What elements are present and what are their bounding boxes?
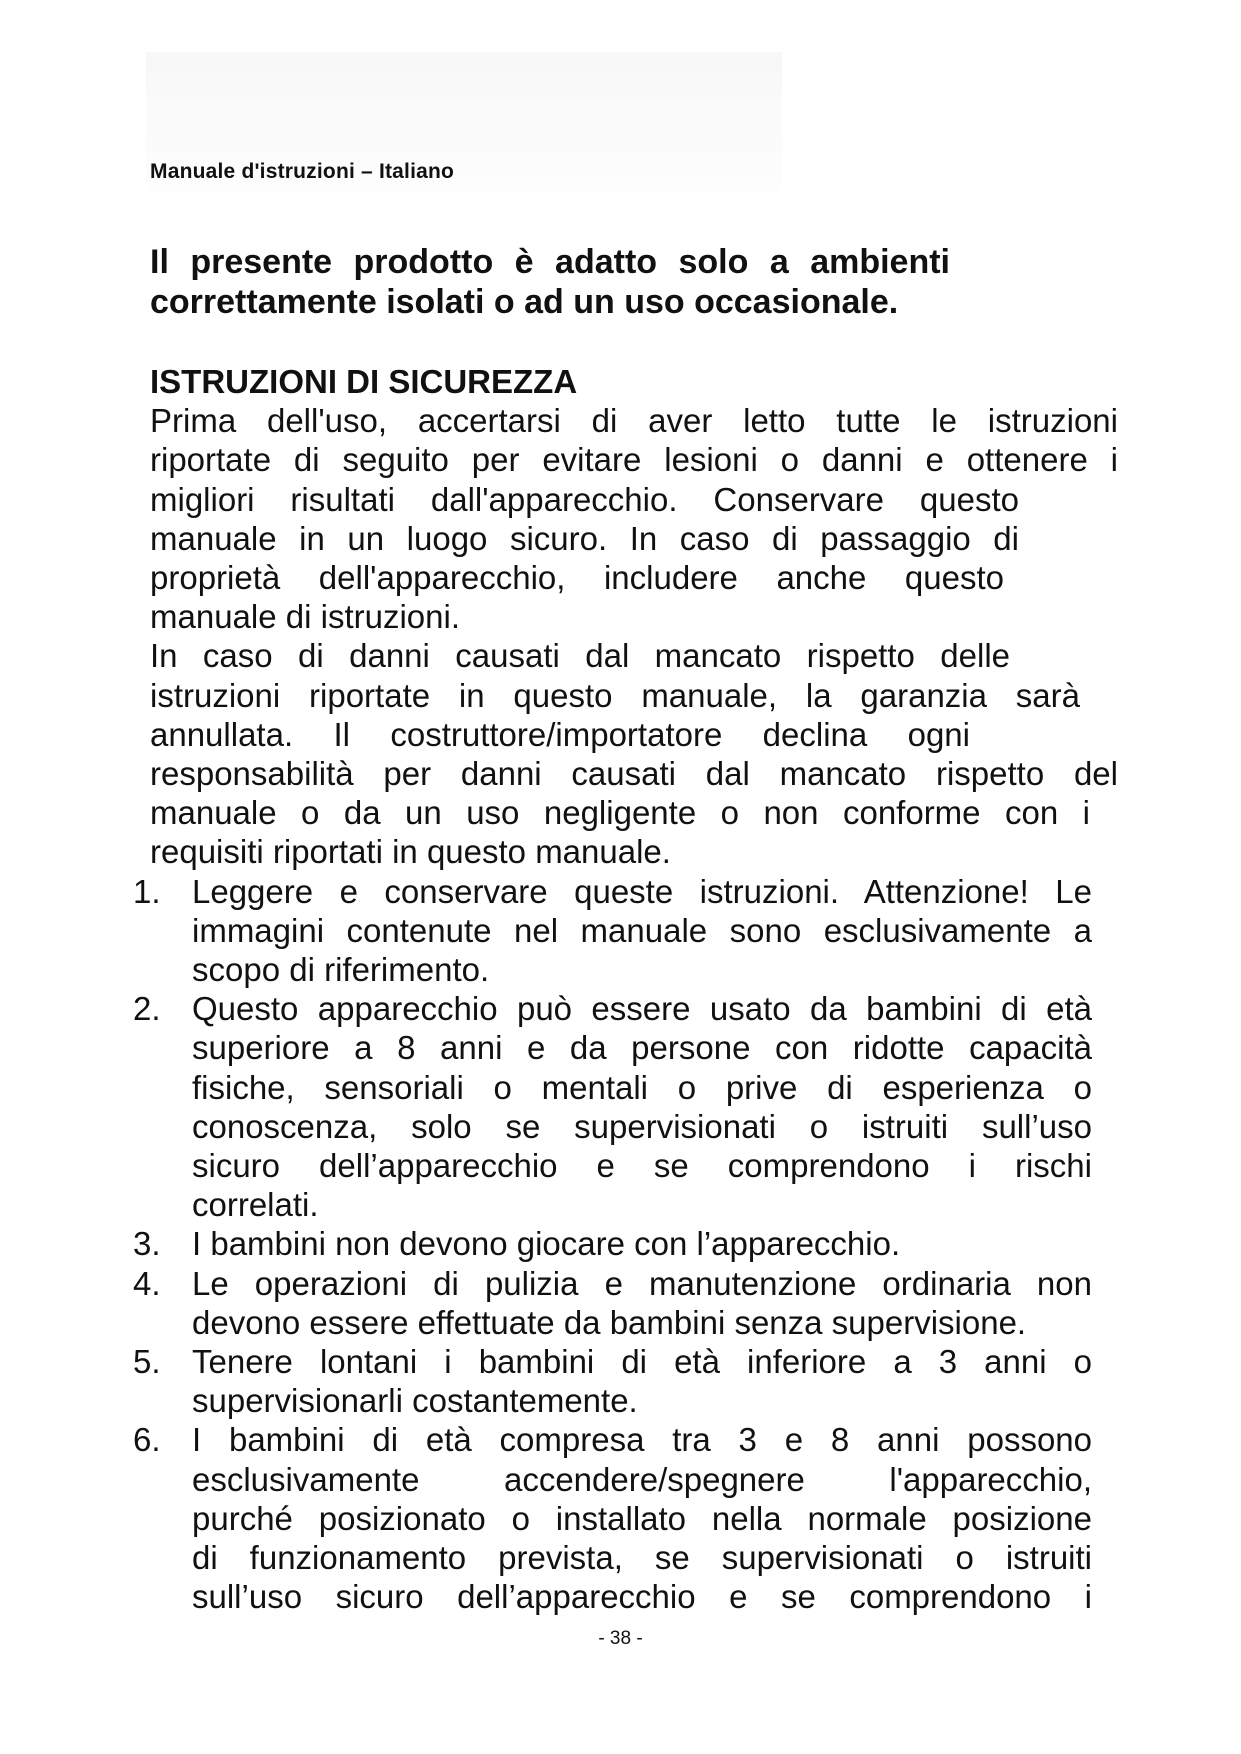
text-line: sicuro dell’apparecchio e se comprendono i rischi [192,1147,1092,1185]
intro-line: correttamente isolati o ad un uso occasionale. [150,283,899,321]
text-line: conoscenza, solo se supervisionati o istruiti sull’uso [192,1107,1092,1145]
text-line: annullata. Il costruttore/importatore declina ogni [150,715,970,753]
list-item [133,1342,1118,1420]
list-number: 6. [133,1421,161,1459]
text-line: fisiche, sensoriali o mentali o prive di esperienza o [192,1068,1092,1106]
text-line: sull’uso sicuro dell’apparecchio e se comprendono i [192,1578,1092,1616]
text-line: I bambini non devono giocare con l’apparecchio. [192,1225,901,1263]
text-line: Questo apparecchio può essere usato da bambini di età [192,990,1092,1028]
intro-line: Il presente prodotto è adatto solo a ambienti [150,243,950,281]
section-title: ISTRUZIONI DI SICUREZZA [150,363,578,400]
text-line: I bambini di età compresa tra 3 e 8 anni possono [192,1421,1092,1459]
page-number: - 38 - [598,1628,643,1649]
text-line: di funzionamento prevista, se supervisionati o istruiti [192,1539,1092,1577]
list-item [133,1264,1118,1342]
text-line: immagini contenute nel manuale sono esclusivamente a [192,911,1092,949]
text-line: istruzioni riportate in questo manuale, la garanzia sarà [150,676,1080,714]
text-line: Prima dell'uso, accertarsi di aver letto tutte le istruzioni [150,402,1118,440]
paragraph-1 [150,401,1118,636]
text-line: purché posizionato o installato nella normale posizione [192,1499,1092,1537]
text-line: esclusivamente accendere/spegnere l'apparecchio, [192,1460,1092,1498]
safety-list [133,872,1118,1617]
text-line: Leggere e conservare queste istruzioni. Attenzione! Le [192,872,1092,910]
list-number: 5. [133,1343,161,1381]
text-line: responsabilità per danni causati dal mancato rispetto del [150,755,1118,793]
list-number: 4. [133,1264,161,1302]
text-line: supervisionarli costantemente. [192,1382,638,1420]
list-item [133,989,1118,1224]
text-line: migliori risultati dall'apparecchio. Conservare questo [150,480,1019,518]
list-item [133,1420,1118,1616]
list-number: 3. [133,1225,161,1263]
intro-warning [150,242,950,322]
list-item [133,1224,1118,1263]
text-line: devono essere effettuate da bambini senza supervisione. [192,1303,1027,1341]
text-line: riportate di seguito per evitare lesioni o danni e ottenere i [150,441,1118,479]
text-line: scopo di riferimento. [192,951,490,989]
text-line: Le operazioni di pulizia e manutenzione ordinaria non [192,1264,1092,1302]
text-line: manuale di istruzioni. [150,598,460,636]
paragraph-2 [150,636,1118,871]
scan-shading [146,52,782,212]
text-line: manuale in un luogo sicuro. In caso di passaggio di [150,519,1019,557]
list-number: 2. [133,990,161,1028]
text-line: proprietà dell'apparecchio, includere anche questo [150,559,1004,597]
text-line: Tenere lontani i bambini di età inferiore a 3 anni o [192,1343,1092,1381]
text-line: superiore a 8 anni e da persone con ridotte capacità [192,1029,1092,1067]
safety-section [133,362,1118,1617]
text-line: requisiti riportati in questo manuale. [150,833,671,871]
text-line: manuale o da un uso negligente o non conforme con i [150,794,1090,832]
running-header: Manuale d'istruzioni – Italiano [150,160,455,183]
list-number: 1. [133,872,161,910]
text-line: correlati. [192,1186,319,1224]
text-line: In caso di danni causati dal mancato rispetto delle [150,637,1010,675]
list-item [133,872,1118,990]
